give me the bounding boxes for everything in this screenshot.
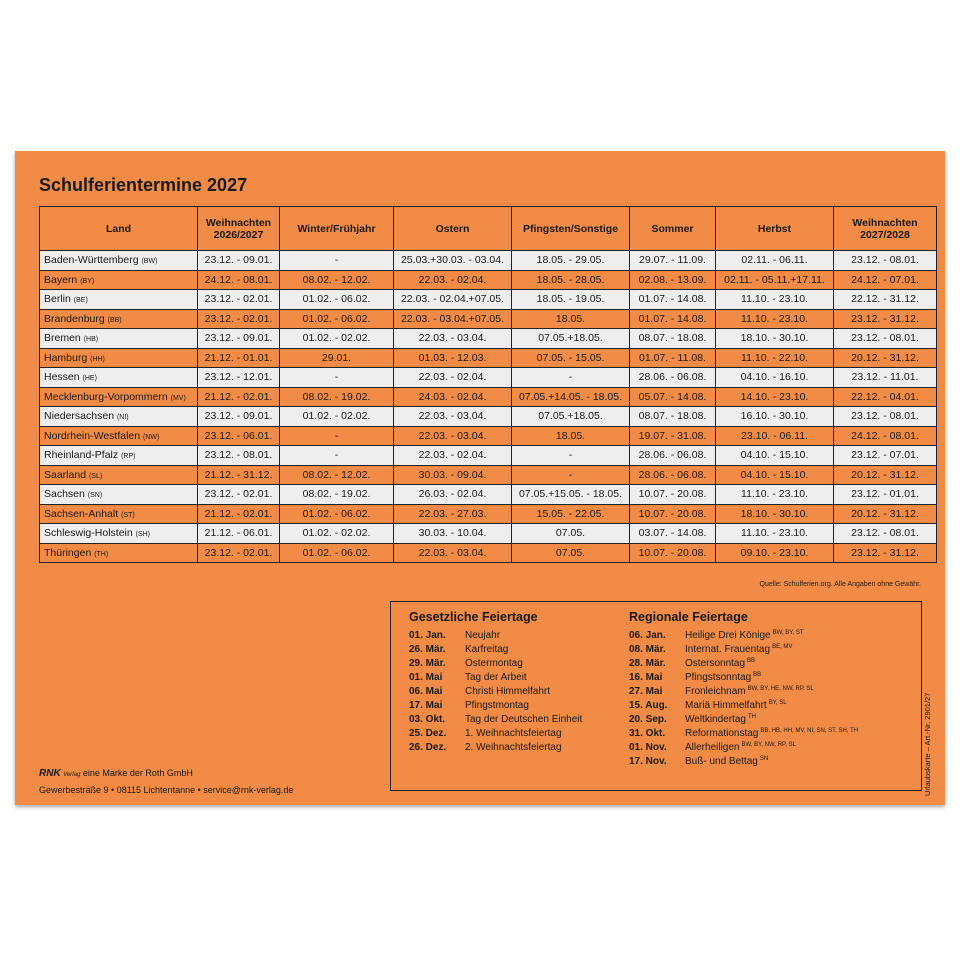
date-cell: 18.05. - 28.05. bbox=[512, 270, 630, 290]
date-cell: 14.10. - 23.10. bbox=[716, 387, 834, 407]
date-cell: 11.10. - 23.10. bbox=[716, 524, 834, 544]
date-cell: 23.12. - 31.12. bbox=[834, 309, 937, 329]
date-cell: 01.02. - 06.02. bbox=[280, 290, 394, 310]
header-weihnachten-1 bbox=[198, 207, 280, 251]
date-cell: - bbox=[280, 251, 394, 271]
date-cell: 23.12. - 09.01. bbox=[198, 329, 280, 349]
date-cell: - bbox=[512, 368, 630, 388]
gesetzliche-feiertage bbox=[409, 610, 582, 755]
feiertag-date: 03. Okt. bbox=[409, 714, 446, 725]
date-cell: 04.10. - 15.10. bbox=[716, 465, 834, 485]
table-row bbox=[40, 426, 937, 446]
land-name: Nordrhein-Westfalen bbox=[44, 429, 141, 442]
feiertag-states: BW, BY, NW, RP, SL bbox=[741, 742, 796, 748]
date-cell: 21.12. - 02.01. bbox=[198, 504, 280, 524]
date-cell: 08.07. - 18.08. bbox=[630, 329, 716, 349]
date-cell: 09.10. - 23.10. bbox=[716, 543, 834, 563]
feiertag-name: Heilige Drei Könige bbox=[685, 630, 771, 641]
feiertag-states: BW, BY, ST bbox=[772, 630, 804, 636]
date-cell: 07.05. - 15.05. bbox=[512, 348, 630, 368]
feiertag-item bbox=[409, 685, 582, 699]
regionale-list bbox=[629, 629, 858, 769]
feiertag-date: 25. Dez. bbox=[409, 728, 447, 739]
date-cell: 28.06. - 06.08. bbox=[630, 446, 716, 466]
land-abbr: (BW) bbox=[141, 258, 158, 266]
date-cell: 04.10. - 16.10. bbox=[716, 368, 834, 388]
feiertag-date: 26. Dez. bbox=[409, 742, 447, 753]
header-land: Land bbox=[40, 207, 198, 251]
date-cell: 07.05.+15.05. - 18.05. bbox=[512, 485, 630, 505]
date-cell: 11.10. - 23.10. bbox=[716, 309, 834, 329]
feiertag-name: Pfingstmontag bbox=[465, 700, 529, 711]
feiertag-name: Pfingstsonntag bbox=[685, 672, 752, 683]
date-cell: 01.02. - 02.02. bbox=[280, 524, 394, 544]
land-abbr: (NW) bbox=[143, 433, 160, 441]
feiertag-date: 01. Jan. bbox=[409, 630, 446, 641]
feiertag-item bbox=[409, 727, 582, 741]
land-abbr: (RP) bbox=[121, 453, 136, 461]
feiertag-item bbox=[629, 741, 858, 755]
date-cell: 24.12. - 07.01. bbox=[834, 270, 937, 290]
feiertag-date: 29. Mär. bbox=[409, 658, 446, 669]
date-cell: 23.12. - 12.01. bbox=[198, 368, 280, 388]
source-note: Quelle: Schulferien.org. Alle Angaben ohne Gewähr. bbox=[759, 581, 921, 588]
feiertag-name: Buß- und Bettag bbox=[685, 756, 758, 767]
land-name: Berlin bbox=[44, 293, 71, 306]
date-cell: 07.05. bbox=[512, 543, 630, 563]
rnk-logo: RNK bbox=[39, 768, 61, 779]
date-cell: - bbox=[280, 426, 394, 446]
feiertag-item bbox=[629, 629, 858, 643]
date-cell: 02.11. - 06.11. bbox=[716, 251, 834, 271]
date-cell: 01.03. - 12.03. bbox=[394, 348, 512, 368]
date-cell: 02.11. - 05.11.+17.11. bbox=[716, 270, 834, 290]
feiertag-states: TH bbox=[747, 714, 756, 720]
date-cell: 29.07. - 11.09. bbox=[630, 251, 716, 271]
date-cell: 08.02. - 19.02. bbox=[280, 387, 394, 407]
land-cell bbox=[40, 348, 198, 368]
date-cell: 08.02. - 12.02. bbox=[280, 465, 394, 485]
feiertag-date: 16. Mai bbox=[629, 672, 663, 683]
header-ostern: Ostern bbox=[394, 207, 512, 251]
land-name: Brandenburg bbox=[44, 312, 105, 325]
ferien-table bbox=[39, 206, 937, 563]
feiertag-name: Ostermontag bbox=[465, 658, 523, 669]
date-cell: 24.03. - 02.04. bbox=[394, 387, 512, 407]
date-cell: 23.12. - 02.01. bbox=[198, 543, 280, 563]
date-cell: 22.03. - 03.04. bbox=[394, 329, 512, 349]
land-cell bbox=[40, 465, 198, 485]
table-row bbox=[40, 446, 937, 466]
header-sommer: Sommer bbox=[630, 207, 716, 251]
header-line: Weihnachten bbox=[205, 216, 272, 229]
land-abbr: (ST) bbox=[121, 511, 135, 519]
feiertag-date: 27. Mai bbox=[629, 686, 663, 697]
date-cell: 18.10. - 30.10. bbox=[716, 329, 834, 349]
feiertag-item bbox=[629, 671, 858, 685]
date-cell: 22.03. - 03.04. bbox=[394, 407, 512, 427]
header-line: 2026/2027 bbox=[213, 228, 264, 241]
date-cell: 20.12. - 31.12. bbox=[834, 504, 937, 524]
date-cell: 18.05. bbox=[512, 426, 630, 446]
table-row bbox=[40, 290, 937, 310]
feiertag-date: 17. Nov. bbox=[629, 756, 667, 767]
date-cell: 26.03. - 02.04. bbox=[394, 485, 512, 505]
table-row bbox=[40, 407, 937, 427]
date-cell: 23.12. - 31.12. bbox=[834, 543, 937, 563]
land-abbr: (HB) bbox=[83, 336, 99, 344]
feiertag-date: 31. Okt. bbox=[629, 728, 666, 739]
table-row bbox=[40, 524, 937, 544]
date-cell: 22.03. - 03.04. bbox=[394, 543, 512, 563]
feiertag-item bbox=[409, 713, 582, 727]
land-abbr: (HE) bbox=[82, 375, 97, 383]
regionale-title: Regionale Feiertage bbox=[629, 610, 748, 624]
date-cell: 01.02. - 02.02. bbox=[280, 407, 394, 427]
land-abbr: (SH) bbox=[135, 531, 151, 539]
feiertag-date: 15. Aug. bbox=[629, 700, 668, 711]
date-cell: 30.03. - 09.04. bbox=[394, 465, 512, 485]
feiertag-date: 01. Mai bbox=[409, 672, 443, 683]
date-cell: 22.03. - 02.04. bbox=[394, 446, 512, 466]
land-abbr: (NI) bbox=[116, 414, 129, 422]
date-cell: 23.12. - 08.01. bbox=[834, 407, 937, 427]
date-cell: 07.05.+14.05. - 18.05. bbox=[512, 387, 630, 407]
feiertag-name: Ostersonntag bbox=[685, 658, 746, 669]
feiertag-name: Tag der Arbeit bbox=[465, 672, 527, 683]
date-cell: 24.12. - 08.01. bbox=[834, 426, 937, 446]
feiertag-item bbox=[409, 741, 582, 755]
date-cell: 23.12. - 09.01. bbox=[198, 251, 280, 271]
table-row bbox=[40, 348, 937, 368]
feiertag-date: 28. Mär. bbox=[629, 658, 666, 669]
date-cell: - bbox=[280, 368, 394, 388]
feiertag-item bbox=[629, 685, 858, 699]
feiertag-name: Reformationstag bbox=[685, 728, 759, 739]
date-cell: - bbox=[512, 465, 630, 485]
feiertag-item bbox=[409, 643, 582, 657]
feiertag-item bbox=[409, 699, 582, 713]
feiertag-states: BY, SL bbox=[768, 700, 787, 706]
date-cell: 18.05. - 29.05. bbox=[512, 251, 630, 271]
date-cell: 25.03.+30.03. - 03.04. bbox=[394, 251, 512, 271]
date-cell: 16.10. - 30.10. bbox=[716, 407, 834, 427]
header-line: Weihnachten bbox=[852, 216, 918, 229]
date-cell: 07.05.+18.05. bbox=[512, 329, 630, 349]
date-cell: 01.02. - 06.02. bbox=[280, 309, 394, 329]
date-cell: 21.12. - 31.12. bbox=[198, 465, 280, 485]
feiertag-name: Neujahr bbox=[465, 630, 501, 641]
land-cell bbox=[40, 290, 198, 310]
land-name: Baden-Württemberg bbox=[44, 254, 139, 267]
date-cell: 22.12. - 04.01. bbox=[834, 387, 937, 407]
date-cell: 22.12. - 31.12. bbox=[834, 290, 937, 310]
date-cell: 19.07. - 31.08. bbox=[630, 426, 716, 446]
date-cell: 20.12. - 31.12. bbox=[834, 465, 937, 485]
feiertag-date: 06. Jan. bbox=[629, 630, 666, 641]
feiertag-name: Internat. Frauentag bbox=[685, 644, 771, 655]
land-name: Hamburg bbox=[44, 351, 88, 364]
feiertag-states: SN bbox=[759, 756, 769, 762]
date-cell: 28.06. - 06.08. bbox=[630, 368, 716, 388]
feiertag-name: 2. Weihnachtsfeiertag bbox=[465, 742, 562, 753]
page-title: Schulferientermine 2027 bbox=[39, 175, 248, 195]
table-row bbox=[40, 309, 937, 329]
table-row bbox=[40, 504, 937, 524]
feiertag-item bbox=[409, 657, 582, 671]
feiertag-date: 01. Nov. bbox=[629, 742, 667, 753]
feiertag-date: 08. Mär. bbox=[629, 644, 666, 655]
date-cell: 01.07. - 14.08. bbox=[630, 290, 716, 310]
feiertag-states: BB, HB, HH, MV, NI, SN, ST, SH, TH bbox=[760, 728, 859, 734]
date-cell: 01.07. - 14.08. bbox=[630, 309, 716, 329]
feiertag-name: Christi Himmelfahrt bbox=[465, 686, 551, 697]
land-abbr: (HH) bbox=[90, 355, 105, 363]
feiertag-name: Fronleichnam bbox=[685, 686, 746, 697]
date-cell: 23.12. - 06.01. bbox=[198, 426, 280, 446]
land-name: Hessen bbox=[44, 371, 80, 384]
feiertag-item bbox=[629, 699, 858, 713]
feiertag-date: 17. Mai bbox=[409, 700, 443, 711]
table-row bbox=[40, 329, 937, 349]
feiertag-date: 06. Mai bbox=[409, 686, 443, 697]
date-cell: 23.12. - 02.01. bbox=[198, 485, 280, 505]
date-cell: 07.05. bbox=[512, 524, 630, 544]
land-abbr: (BB) bbox=[107, 316, 122, 324]
feiertag-states: BB bbox=[747, 658, 756, 664]
land-abbr: (MV) bbox=[170, 394, 186, 402]
gesetzliche-title: Gesetzliche Feiertage bbox=[409, 610, 538, 624]
date-cell: 11.10. - 23.10. bbox=[716, 485, 834, 505]
header-herbst: Herbst bbox=[716, 207, 834, 251]
feiertag-states: BW, BY, HE, NW, RP, SL bbox=[747, 686, 814, 692]
date-cell: 22.03. - 02.04. bbox=[394, 270, 512, 290]
table-row bbox=[40, 387, 937, 407]
date-cell: 22.03. - 27.03. bbox=[394, 504, 512, 524]
rnk-logo-sub: Verlag bbox=[63, 772, 81, 778]
date-cell: 08.07. - 18.08. bbox=[630, 407, 716, 427]
land-abbr: (BY) bbox=[80, 277, 95, 285]
feiertag-name: Karfreitag bbox=[465, 644, 509, 655]
date-cell: 01.07. - 11.08. bbox=[630, 348, 716, 368]
ferien-card bbox=[15, 151, 945, 805]
land-cell bbox=[40, 368, 198, 388]
land-name: Rheinland-Pfalz bbox=[44, 449, 119, 462]
feiertag-name: Allerheiligen bbox=[685, 742, 740, 753]
brand-tagline: eine Marke der Roth GmbH bbox=[82, 768, 193, 778]
publisher-block bbox=[39, 768, 293, 795]
date-cell: 23.12. - 08.01. bbox=[834, 524, 937, 544]
date-cell: 23.12. - 08.01. bbox=[198, 446, 280, 466]
feiertag-item bbox=[629, 713, 858, 727]
feiertag-name: Weltkindertag bbox=[685, 714, 746, 725]
date-cell: 28.06. - 06.08. bbox=[630, 465, 716, 485]
date-cell: 07.05.+18.05. bbox=[512, 407, 630, 427]
date-cell: 05.07. - 14.08. bbox=[630, 387, 716, 407]
table-body bbox=[40, 251, 937, 563]
date-cell: 22.03. - 02.04.+07.05. bbox=[394, 290, 512, 310]
land-cell bbox=[40, 504, 198, 524]
date-cell: 11.10. - 22.10. bbox=[716, 348, 834, 368]
feiertag-name: 1. Weihnachtsfeiertag bbox=[465, 728, 562, 739]
article-number: Urlaubskarte – Art.-Nr. 2901/27 bbox=[923, 692, 932, 796]
land-cell bbox=[40, 329, 198, 349]
date-cell: 23.12. - 08.01. bbox=[834, 251, 937, 271]
gesetzliche-list bbox=[409, 629, 582, 755]
land-cell bbox=[40, 426, 198, 446]
land-name: Schleswig-Holstein bbox=[44, 527, 133, 540]
feiertag-states: BE, MV bbox=[772, 644, 793, 650]
land-abbr: (TH) bbox=[94, 550, 109, 558]
header-pfingsten: Pfingsten/Sonstige bbox=[512, 207, 630, 251]
header-weihnachten-2 bbox=[834, 207, 937, 251]
land-name: Mecklenburg-Vorpommern bbox=[44, 390, 168, 403]
date-cell: 23.12. - 09.01. bbox=[198, 407, 280, 427]
land-cell bbox=[40, 387, 198, 407]
date-cell: 01.02. - 06.02. bbox=[280, 504, 394, 524]
table-row bbox=[40, 368, 937, 388]
date-cell: 01.02. - 02.02. bbox=[280, 329, 394, 349]
date-cell: 21.12. - 06.01. bbox=[198, 524, 280, 544]
feiertag-name: Tag der Deutschen Einheit bbox=[465, 714, 583, 725]
feiertag-item bbox=[629, 643, 858, 657]
header-line: 2027/2028 bbox=[860, 228, 910, 241]
feiertag-name: Mariä Himmelfahrt bbox=[685, 700, 767, 711]
date-cell: - bbox=[512, 446, 630, 466]
land-name: Saarland bbox=[44, 468, 87, 481]
land-name: Sachsen-Anhalt bbox=[44, 507, 119, 520]
table-row bbox=[40, 543, 937, 563]
date-cell: 15.05. - 22.05. bbox=[512, 504, 630, 524]
land-name: Niedersachsen bbox=[44, 410, 115, 423]
date-cell: 23.10. - 06.11. bbox=[716, 426, 834, 446]
date-cell: 24.12. - 08.01. bbox=[198, 270, 280, 290]
feiertag-item bbox=[409, 629, 582, 643]
land-abbr: (SL) bbox=[88, 472, 103, 480]
date-cell: 04.10. - 15.10. bbox=[716, 446, 834, 466]
table-row bbox=[40, 251, 937, 271]
date-cell: 23.12. - 11.01. bbox=[834, 368, 937, 388]
date-cell: 03.07. - 14.08. bbox=[630, 524, 716, 544]
table-row bbox=[40, 270, 937, 290]
date-cell: 10.07. - 20.08. bbox=[630, 485, 716, 505]
regionale-feiertage bbox=[629, 610, 858, 769]
date-cell: 18.05. bbox=[512, 309, 630, 329]
date-cell: 29.01. bbox=[280, 348, 394, 368]
land-abbr: (BE) bbox=[73, 297, 88, 305]
table-header-row bbox=[40, 207, 937, 251]
brand-address: Gewerbestraße 9 • 08115 Lichtentanne • service@rnk-verlag.de bbox=[39, 785, 294, 795]
date-cell: 21.12. - 01.01. bbox=[198, 348, 280, 368]
date-cell: 08.02. - 19.02. bbox=[280, 485, 394, 505]
land-cell bbox=[40, 251, 198, 271]
land-name: Bayern bbox=[44, 273, 78, 286]
land-cell bbox=[40, 446, 198, 466]
date-cell: 23.12. - 02.01. bbox=[198, 290, 280, 310]
date-cell: 23.12. - 07.01. bbox=[834, 446, 937, 466]
table-row bbox=[40, 465, 937, 485]
date-cell: 23.12. - 02.01. bbox=[198, 309, 280, 329]
feiertag-item bbox=[629, 755, 858, 769]
header-winter: Winter/Frühjahr bbox=[280, 207, 394, 251]
date-cell: 20.12. - 31.12. bbox=[834, 348, 937, 368]
date-cell: 21.12. - 02.01. bbox=[198, 387, 280, 407]
date-cell: 01.02. - 06.02. bbox=[280, 543, 394, 563]
land-cell bbox=[40, 270, 198, 290]
date-cell: 02.08. - 13.09. bbox=[630, 270, 716, 290]
feiertag-date: 20. Sep. bbox=[629, 714, 667, 725]
feiertage-box bbox=[390, 601, 922, 791]
date-cell: 10.07. - 20.08. bbox=[630, 504, 716, 524]
date-cell: 18.05. - 19.05. bbox=[512, 290, 630, 310]
land-name: Sachsen bbox=[44, 488, 85, 501]
land-name: Thüringen bbox=[44, 546, 92, 559]
feiertag-date: 26. Mär. bbox=[409, 644, 446, 655]
date-cell: 18.10. - 30.10. bbox=[716, 504, 834, 524]
land-abbr: (SN) bbox=[87, 492, 103, 500]
date-cell: 23.12. - 01.01. bbox=[834, 485, 937, 505]
date-cell: 11.10. - 23.10. bbox=[716, 290, 834, 310]
land-name: Bremen bbox=[44, 332, 81, 345]
date-cell: 22.03. - 03.04.+07.05. bbox=[394, 309, 512, 329]
date-cell: 10.07. - 20.08. bbox=[630, 543, 716, 563]
feiertag-states: BB bbox=[753, 672, 762, 678]
date-cell: 22.03. - 03.04. bbox=[394, 426, 512, 446]
feiertag-item bbox=[629, 657, 858, 671]
date-cell: 08.02. - 12.02. bbox=[280, 270, 394, 290]
feiertag-item bbox=[409, 671, 582, 685]
date-cell: 22.03. - 02.04. bbox=[394, 368, 512, 388]
feiertag-item bbox=[629, 727, 858, 741]
land-cell bbox=[40, 524, 198, 544]
date-cell: 30.03. - 10.04. bbox=[394, 524, 512, 544]
land-cell bbox=[40, 543, 198, 563]
date-cell: - bbox=[280, 446, 394, 466]
date-cell: 23.12. - 08.01. bbox=[834, 329, 937, 349]
land-cell bbox=[40, 485, 198, 505]
table-row bbox=[40, 485, 937, 505]
land-cell bbox=[40, 407, 198, 427]
land-cell bbox=[40, 309, 198, 329]
